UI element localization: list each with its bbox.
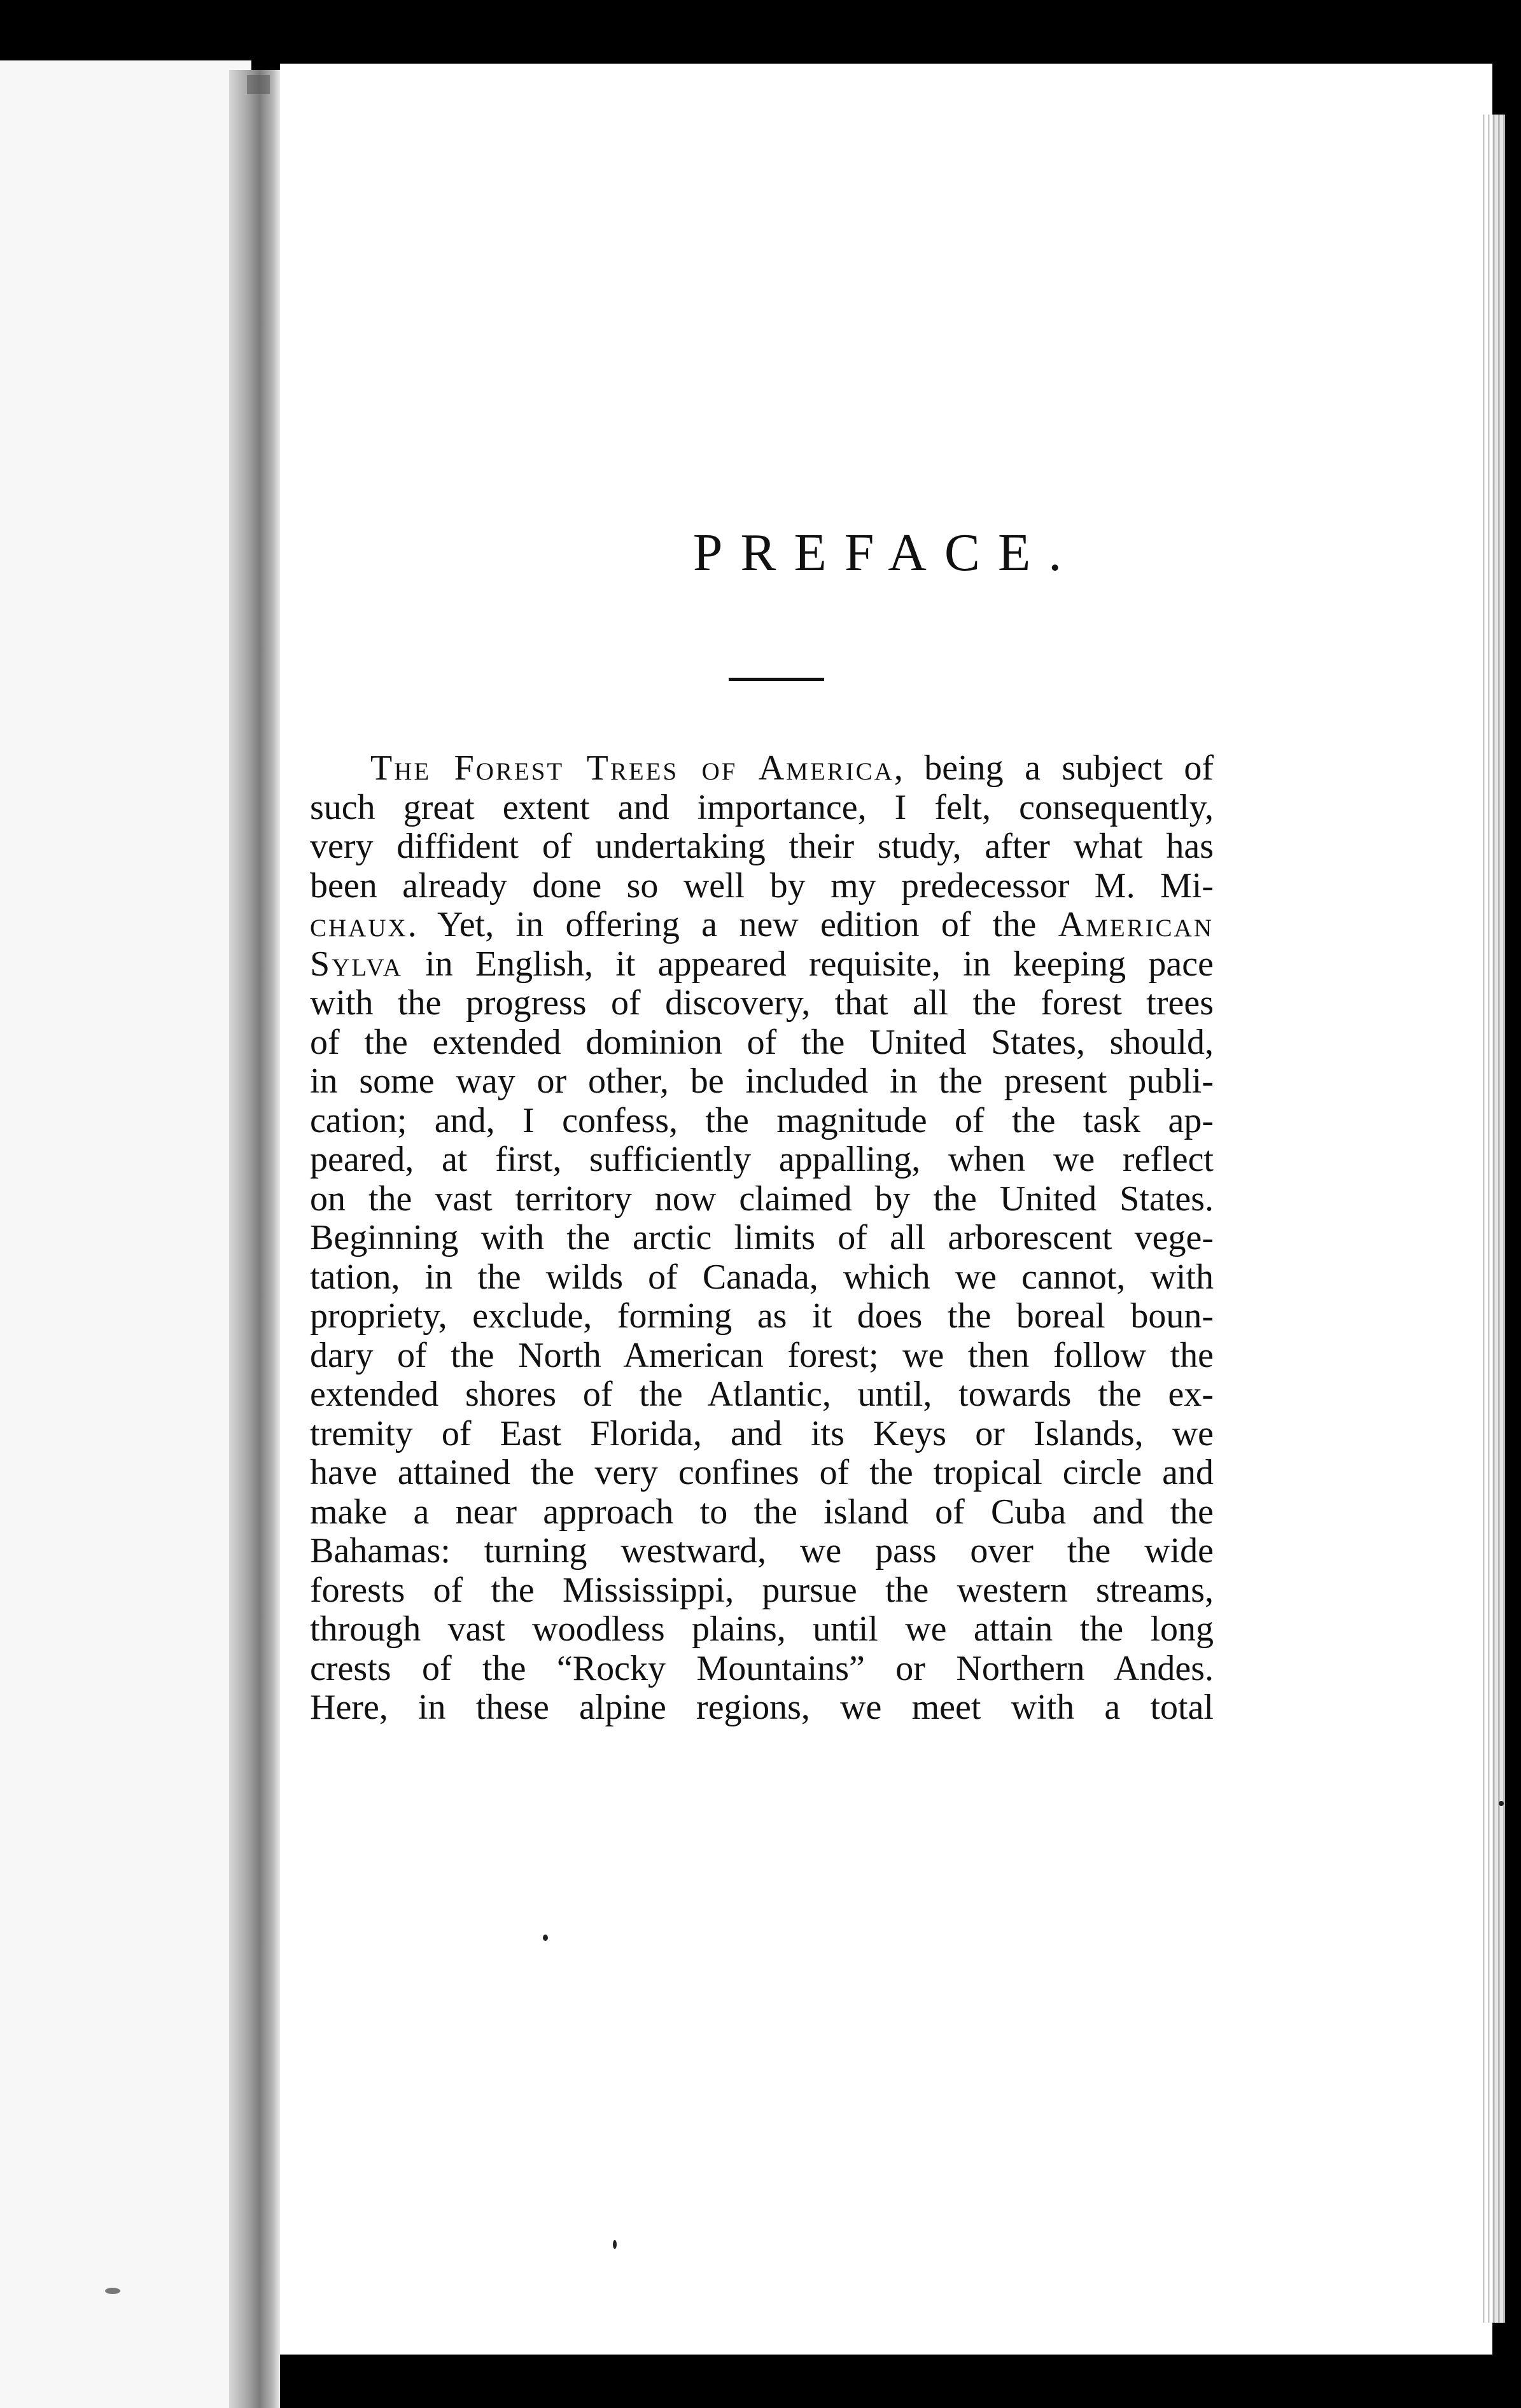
- text-run: cation; and, I confess, the magnitude of the task ap-: [310, 1100, 1214, 1140]
- small-caps-text: chaux: [310, 905, 408, 944]
- text-line: [310, 749, 1214, 788]
- text-run: with the progress of discovery, that all the forest trees: [310, 983, 1214, 1023]
- book-gutter: [229, 70, 280, 2408]
- text-line: [310, 1688, 1214, 1728]
- text-line: [310, 1375, 1214, 1415]
- text-line: [310, 906, 1214, 945]
- ink-speck: [105, 2288, 120, 2294]
- preface-body: [310, 749, 1214, 1728]
- text-run: been already done so well by my predecessor M. Mi-: [310, 865, 1214, 906]
- text-run: dary of the North American forest; we then follow the: [310, 1335, 1214, 1375]
- facing-page: [0, 60, 251, 2408]
- text-line: [310, 984, 1214, 1023]
- text-line: [310, 1180, 1214, 1219]
- text-line: [310, 1062, 1214, 1102]
- text-line: [310, 1336, 1214, 1376]
- text-run: . Yet, in offering a new edition of the: [407, 905, 1058, 944]
- text-line: [310, 1571, 1214, 1611]
- text-run: in some way or other, be included in the present publi-: [310, 1061, 1214, 1101]
- text-run: have attained the very confines of the tropical circle and: [310, 1453, 1214, 1492]
- page-title: PREFACE.: [692, 523, 1080, 582]
- text-line: [310, 1532, 1214, 1571]
- text-run: make a near approach to the island of Cuba and the: [310, 1492, 1214, 1532]
- text-line: [310, 1023, 1214, 1063]
- text-run: such great extent and importance, I felt, consequently,: [310, 787, 1214, 827]
- text-run: very diffident of undertaking their study, after what has: [310, 827, 1214, 866]
- text-line: [310, 1610, 1214, 1649]
- text-run: of the extended dominion of the United States, should,: [310, 1022, 1214, 1062]
- text-run: tation, in the wilds of Canada, which we cannot, with: [310, 1257, 1214, 1297]
- text-run: crests of the “Rocky Mountains” or Northern Andes.: [310, 1648, 1214, 1688]
- text-line: [310, 1102, 1214, 1141]
- text-line: [310, 867, 1214, 906]
- text-line: [310, 827, 1214, 867]
- text-line: [310, 788, 1214, 828]
- text-line: [310, 1493, 1214, 1532]
- text-line: [310, 945, 1214, 984]
- text-line: [310, 1649, 1214, 1689]
- text-run: propriety, exclude, forming as it does the boreal boun-: [310, 1296, 1214, 1336]
- text-run: forests of the Mississippi, pursue the western streams,: [310, 1570, 1214, 1610]
- page-edges: [1480, 115, 1505, 2323]
- text-line: [310, 1219, 1214, 1258]
- text-line: [310, 1140, 1214, 1180]
- text-run: in English, it appeared requisite, in keeping pace: [402, 944, 1214, 984]
- text-run: , being a subject of: [894, 748, 1214, 788]
- text-run: Beginning with the arctic limits of all arborescent vege-: [310, 1218, 1214, 1257]
- text-run: Here, in these alpine regions, we meet with a total: [310, 1688, 1214, 1727]
- text-run: extended shores of the Atlantic, until, towards the ex-: [310, 1375, 1214, 1414]
- ink-speck: [543, 1935, 548, 1941]
- title-rule: [729, 678, 824, 681]
- ink-speck: [1499, 1801, 1504, 1806]
- small-caps-text: Sylva: [310, 944, 403, 984]
- text-line: [310, 1453, 1214, 1493]
- text-run: on the vast territory now claimed by the United States.: [310, 1179, 1214, 1219]
- small-caps-text: American: [1058, 905, 1214, 944]
- ink-speck: [613, 2240, 617, 2249]
- text-run: through vast woodless plains, until we attain the long: [310, 1609, 1214, 1649]
- text-line: [310, 1297, 1214, 1336]
- text-run: tremity of East Florida, and its Keys or Islands, we: [310, 1413, 1214, 1453]
- text-run: Bahamas: turning westward, we pass over the wide: [310, 1531, 1214, 1571]
- text-line: [310, 1258, 1214, 1298]
- text-line: [310, 1415, 1214, 1454]
- gutter-mark: [247, 75, 270, 94]
- text-run: peared, at first, sufficiently appalling, when we reflect: [310, 1140, 1214, 1179]
- small-caps-text: The Forest Trees of America: [370, 748, 894, 788]
